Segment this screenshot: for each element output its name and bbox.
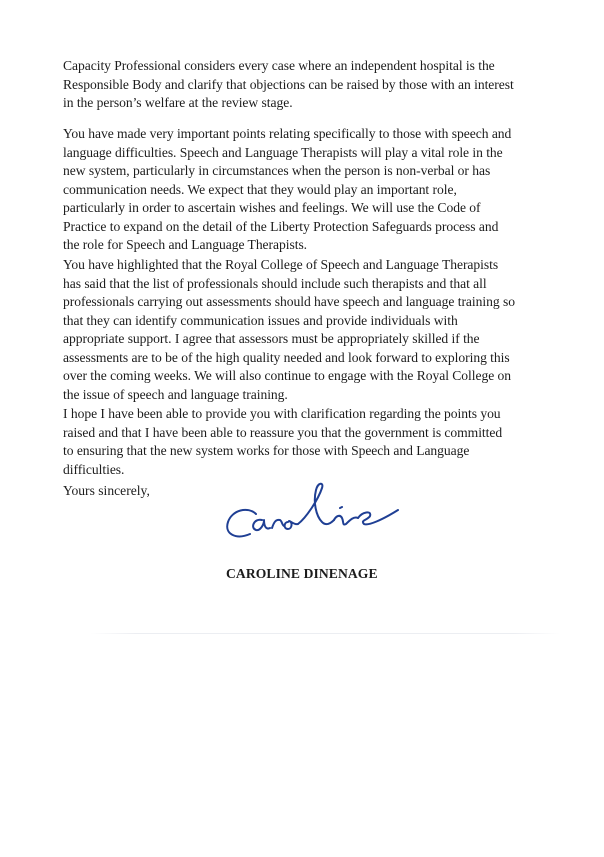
paragraph-conclusion bbox=[63, 405, 563, 479]
paragraph-line: has said that the list of professionals should include such therapists and that all bbox=[63, 275, 487, 291]
paragraph-line: communication needs. We expect that they would play an important role, bbox=[63, 181, 457, 197]
paragraph-line: to ensuring that the new system works for those with Speech and Language bbox=[63, 443, 470, 458]
paragraph-line: in the person’s welfare at the review stage. bbox=[63, 95, 293, 110]
paragraph-line: I hope I have been able to provide you with clarification regarding the points you bbox=[63, 406, 501, 421]
paragraph-line: language difficulties. Speech and Language Therapists will play a vital role in the bbox=[63, 144, 503, 160]
paragraph-line: difficulties. bbox=[63, 461, 125, 477]
paragraph-line: You have made very important points relating specifically to those with speech and bbox=[63, 126, 512, 141]
paragraph-line: professionals carrying out assessments should have speech and language training so bbox=[63, 294, 515, 309]
paragraph-line: raised and that I have been able to reassure you that the government is committed bbox=[63, 424, 503, 440]
paragraph-line: Responsible Body and clarify that objections can be raised by those with an interest bbox=[63, 76, 514, 92]
paragraph-line: Practice to expand on the detail of the Liberty Protection Safeguards process and bbox=[63, 218, 499, 234]
paragraph-line: particularly in order to ascertain wishes and feelings. We will use the Code of bbox=[63, 200, 481, 215]
paragraph-line: appropriate support. I agree that assessors must be appropriately skilled if the bbox=[63, 331, 480, 346]
paragraph-line: Capacity Professional considers every case where an independent hospital is the bbox=[63, 58, 495, 73]
closing-salutation: Yours sincerely, bbox=[63, 483, 150, 498]
paragraph-line: assessments are to be of the high quality needed and look forward to exploring this bbox=[63, 349, 510, 365]
paragraph-speech-therapists-role bbox=[63, 125, 563, 255]
paragraph-line: over the coming weeks. We will also continue to engage with the Royal College on bbox=[63, 368, 512, 383]
paragraph-line: the issue of speech and language training. bbox=[63, 386, 288, 402]
paragraph-line: that they can identify communication issues and provide individuals with bbox=[63, 312, 458, 328]
handwritten-signature bbox=[222, 478, 402, 544]
signatory-name: CAROLINE DINENAGE bbox=[226, 566, 378, 581]
paragraph-objections bbox=[63, 57, 563, 113]
paragraph-line: new system, particularly in circumstances when the person is non-verbal or has bbox=[63, 163, 491, 178]
paragraph-royal-college bbox=[63, 256, 563, 404]
paragraph-line: You have highlighted that the Royal College of Speech and Language Therapists bbox=[63, 257, 499, 272]
paragraph-line: the role for Speech and Language Therapists. bbox=[63, 237, 308, 252]
scan-artifact-divider bbox=[90, 633, 560, 634]
